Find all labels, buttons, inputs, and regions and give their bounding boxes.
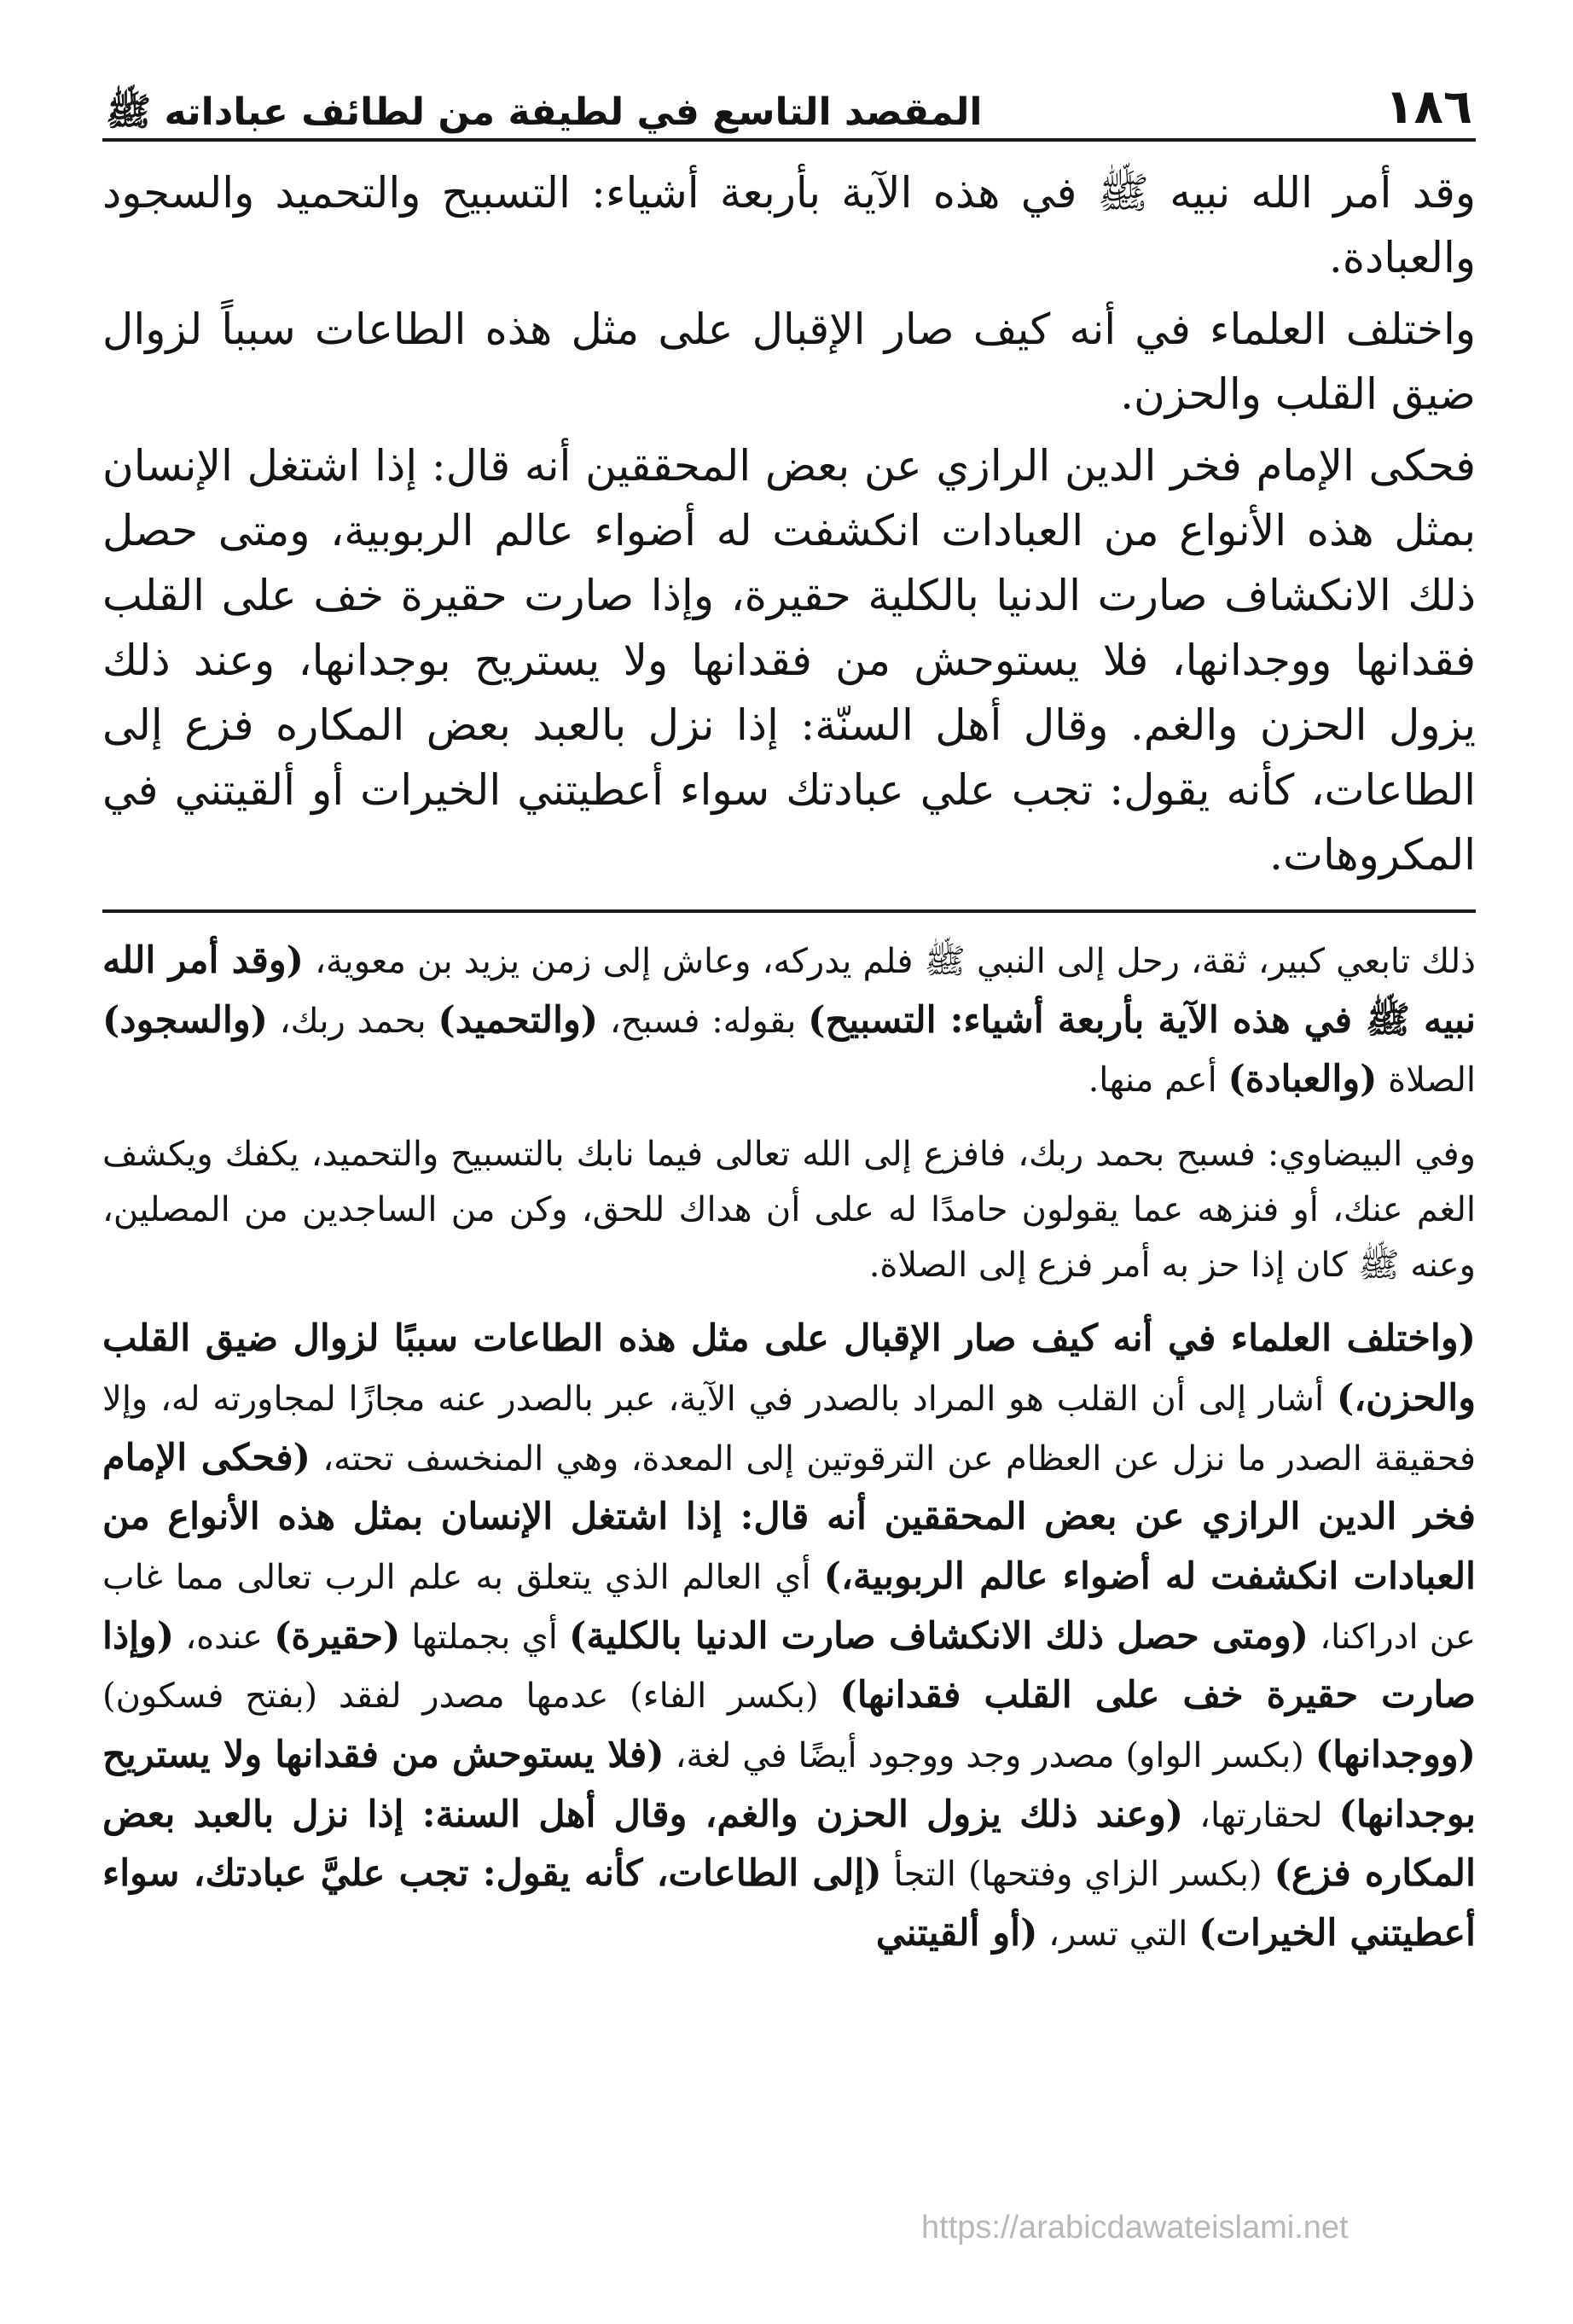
quoted-main-text: (حقيرة)	[274, 1614, 401, 1658]
quoted-main-text: (فحكى الإمام فخر الدين الرازي عن بعض المحققين أنه قال: إذا اشتغل الإنسان بمثل هذه الأنواع من العبادات انكشفت له أضواء عالم الربوبية،)	[102, 1436, 1476, 1598]
main-paragraph: وقد أمر الله نبيه ﷺ في هذه الآية بأربعة أشياء: التسبيح والتحميد والسجود والعبادة.	[102, 168, 1476, 282]
page-header	[102, 60, 1476, 142]
commentary-text: أعم منها.	[1088, 1060, 1228, 1101]
commentary-text: التي تسر،	[1037, 1914, 1199, 1954]
commentary-text: (بكسر الزاي وفتحها) التجأ	[881, 1855, 1274, 1895]
commentary-text: (بكسر الواو) مصدر وجد ووجود أيضًا في لغة،	[664, 1735, 1315, 1775]
commentary-text: عنده،	[174, 1617, 275, 1657]
quoted-main-text: (والتحميد)	[438, 998, 599, 1042]
commentary-text: (بكسر الفاء) عدمها مصدر لفقد (بفتح فسكون)	[102, 1676, 840, 1717]
commentary-text: وفي البيضاوي: فسبح بحمد ربك، فافزع إلى الله تعالى فيما نابك بالتسبيح والتحميد، يكفك ويكشف الغم عنك، أو فنزهه عما يقولون حامدًا له على أن هداك للحق، وكن من الساجدين من المصلين، وعنه ﷺ كان إذا حز به أمر فزع إلى الصلاة.	[102, 1134, 1476, 1285]
commentary-text: لحقارتها،	[1183, 1795, 1339, 1835]
commentary-text: الصلاة	[1377, 1060, 1476, 1101]
commentary-divider	[102, 909, 1476, 913]
book-page	[102, 60, 1476, 2278]
commentary-paragraph	[102, 1127, 1476, 1293]
quoted-main-text: (أو ألقيتني	[875, 1911, 1038, 1955]
quoted-main-text: (ومتى حصل ذلك الانكشاف صارت الدنيا بالكلية)	[568, 1614, 1309, 1658]
commentary-text: أي بجملتها	[400, 1617, 569, 1657]
commentary-paragraph	[102, 1310, 1476, 1963]
quoted-main-text: (واختلف العلماء في أنه كيف صار الإقبال على مثل هذه الطاعات سببًا لزوال ضيق القلب والحزن،)	[102, 1317, 1476, 1421]
commentary-text: بقوله: فسبح،	[598, 1001, 809, 1041]
quoted-main-text: (والسجود)	[102, 998, 268, 1042]
quoted-main-text: (فلا يستوحش من فقدانها ولا يستريح بوجدانها)	[102, 1733, 1476, 1836]
quoted-main-text: (وعند ذلك يزول الحزن والغم، وقال أهل السنة: إذا نزل بالعبد بعض المكاره فزع)	[102, 1792, 1476, 1896]
watermark: https://arabicdawateislami.net	[921, 2210, 1349, 2246]
commentary-paragraph	[102, 932, 1476, 1110]
commentary-text: ذلك تابعي كبير، ثقة، رحل إلى النبي ﷺ فلم يدركه، وعاش إلى زمن يزيد بن معوية،	[304, 942, 1476, 981]
main-text	[102, 160, 1476, 887]
commentary-text: بحمد ربك،	[267, 1001, 438, 1041]
page-number: ١٨٦	[1384, 79, 1472, 135]
quoted-main-text: (إلى الطاعات، كأنه يقول: تجب عليَّ عبادتك، سواء أعطيتني الخيرات)	[102, 1852, 1476, 1955]
commentary-text: أشار إلى أن القلب هو المراد بالصدر في الآية، عبر بالصدر عنه مجازًا لمجاورته له، وإلا فحقيقة الصدر ما نزل عن العظام عن الترقوتين إلى المعدة، وهي المنخسف تحته،	[102, 1380, 1476, 1479]
running-title: المقصد التاسع في لطيفة من لطائف عباداته ﷺ	[106, 90, 983, 134]
quoted-main-text: (وإذا صارت حقيرة خف على القلب فقدانها)	[102, 1614, 1476, 1717]
main-paragraph: واختلف العلماء في أنه كيف صار الإقبال على مثل هذه الطاعات سبباً لزوال ضيق القلب والحزن.	[102, 305, 1476, 419]
commentary-text: أي العالم الذي يتعلق به علم الرب تعالى مما غاب عن ادراكنا،	[102, 1557, 1476, 1657]
commentary	[102, 932, 1476, 1964]
main-paragraph: فحكى الإمام فخر الدين الرازي عن بعض المحققين أنه قال: إذا اشتغل الإنسان بمثل هذه الأنواع من العبادات انكشفت له أضواء عالم الربوبية، ومتى حصل ذلك الانكشاف صارت الدنيا بالكلية حقيرة، وإذا صارت حقيرة خف على القلب فقدانها ووجدانها، فلا يستوحش من فقدانها ولا يستريح بوجدانها، وعند ذلك يزول الحزن والغم. وقال أهل السنّة: إذا نزل بالعبد بعض المكاره فزع إلى الطاعات، كأنه يقول: تجب علي عبادتك سواء أعطيتني الخيرات أو ألقيتني في المكروهات.	[102, 441, 1476, 880]
quoted-main-text: (وقد أمر الله نبيه ﷺ في هذه الآية بأربعة أشياء: التسبيح)	[102, 939, 1476, 1042]
quoted-main-text: (ووجدانها)	[1315, 1733, 1476, 1776]
quoted-main-text: (والعبادة)	[1228, 1058, 1378, 1101]
